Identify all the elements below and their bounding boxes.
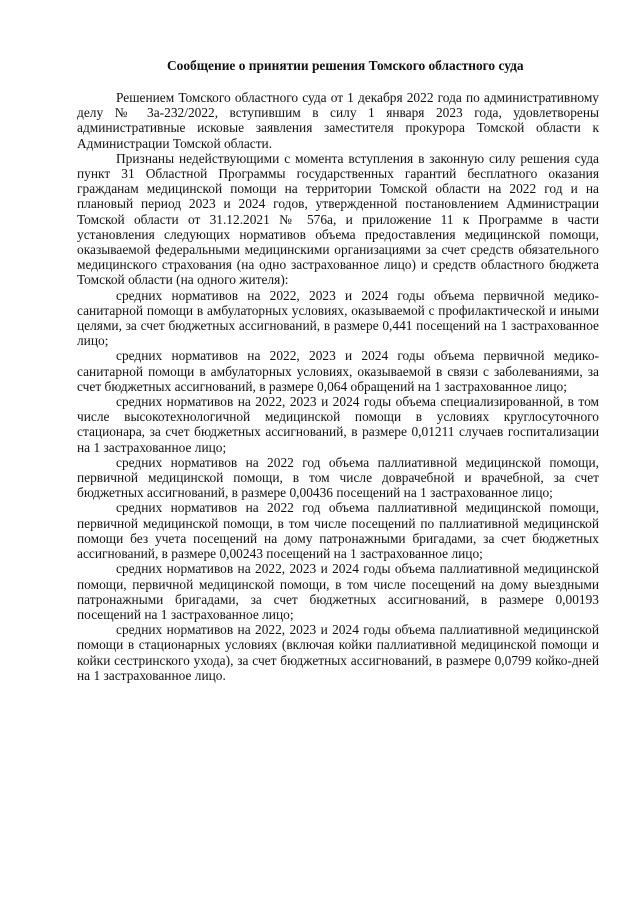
paragraph-invalidated: Признаны недействующими с момента вступления в законную силу решения суда пункт 31 Областной Программы государственных гарантий бесплатного оказания гражданам медицинской помощи на территории Томской области на 2022 год и на плановый период 2023 и 2024 годов, утвержденной постановлением Администрации Томской области от 31.12.2021 № 576а, и приложение 11 к Программе в части установления следующих нормативов объема предоставления медицинской помощи, оказываемой федеральными медицинскими организациями за счет средств обязательного медицинского страхования (на одно застрахованное лицо) и средств областного бюджета Томской области (на одного жителя): (77, 150, 599, 288)
paragraph-norm-7: средних нормативов на 2022, 2023 и 2024 годы объема паллиативной медицинской помощи в стационарных условиях (включая койки паллиативной медицинской помощи и койки сестринского ухода), за счет бюджетных ассигнований, в размере 0,0799 койко-дней на 1 застрахованное лицо. (77, 622, 599, 683)
paragraph-norm-6: средних нормативов на 2022, 2023 и 2024 годы объема паллиативной медицинской помощи, первичной медицинской помощи, в том числе посещений на дому выездными патронажными бригадами, за счет бюджетных ассигнований, в размере 0,00193 посещений на 1 застрахованное лицо; (77, 561, 599, 622)
paragraph-norm-4: средних нормативов на 2022 год объема паллиативной медицинской помощи, первичной медицинской помощи, в том числе доврачебной и врачебной, за счет бюджетных ассигнований, в размере 0,00436 посещений на 1 застрахованное лицо; (77, 454, 599, 501)
paragraph-norm-2: средних нормативов на 2022, 2023 и 2024 годы объема первичной медико-санитарной помощи в амбулаторных условиях, оказываемой в связи с заболеваниями, за счет бюджетных ассигнований, в размере 0,064 обращений на 1 застрахованное лицо; (77, 348, 599, 394)
document-page (77, 58, 599, 683)
paragraph-norm-3: средних нормативов на 2022, 2023 и 2024 годы объема специализированной, в том числе высокотехнологичной медицинской помощи в условиях круглосуточного стационара, за счет бюджетных ассигнований, в размере 0,01211 случаев госпитализации на 1 застрахованное лицо; (77, 394, 599, 455)
paragraph-decision: Решением Томского областного суда от 1 декабря 2022 года по административному делу № 3а-232/2022, вступившим в силу 1 января 2023 года, удовлетворены административные исковые заявления заместителя прокурора Томской области к Администрации Томской области. (77, 90, 599, 151)
paragraph-norm-5: средних нормативов на 2022 год объема паллиативной медицинской помощи, первичной медицинской помощи, в том числе посещений по паллиативной медицинской помощи без учета посещений на дому патронажными бригадами, за счет бюджетных ассигнований, в размере 0,00243 посещений на 1 застрахованное лицо; (77, 500, 599, 562)
document-title: Сообщение о принятии решения Томского областного суда (167, 58, 524, 73)
paragraph-norm-1: средних нормативов на 2022, 2023 и 2024 годы объема первичной медико-санитарной помощи в амбулаторных условиях, оказываемой с профилактической и иными целями, за счет бюджетных ассигнований, в размере 0,441 посещений на 1 застрахованное лицо; (77, 287, 599, 349)
